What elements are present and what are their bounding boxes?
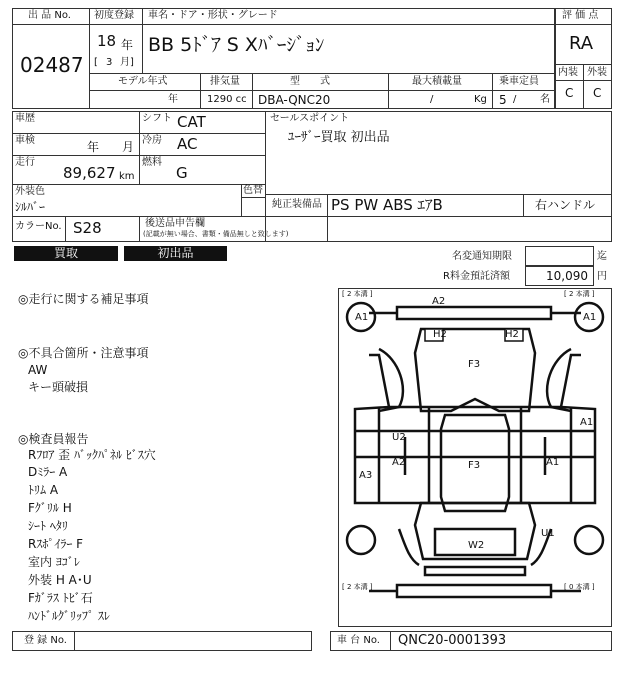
fuel-value: G: [176, 164, 188, 182]
inspector-item: Rﾌﾛｱ 歪 ﾊﾞｯｸﾊﾟﾈﾙ ﾋﾞｽ穴: [28, 448, 156, 462]
score-label: 評 価 点: [562, 10, 599, 21]
interior-label: 内装: [558, 67, 578, 78]
ac-label: 冷房: [142, 135, 162, 146]
car-outline: [339, 289, 611, 626]
max-load-unit: Kg: [474, 94, 487, 105]
recycle-label: R料金預託済額: [443, 271, 510, 282]
inspector-item: Dﾐﾗｰ A: [28, 465, 68, 479]
exterior-color-label: 外装色: [15, 186, 45, 197]
defect-item: AW: [28, 363, 48, 377]
month-bracket: [: [94, 57, 98, 68]
inspector-item: 外装 H A･U: [28, 573, 92, 587]
recycle-unit: 円: [597, 271, 607, 282]
model-year-label: モデル年式: [118, 76, 168, 87]
inspection-label: 車検: [15, 135, 35, 146]
inspector-title: ◎検査員報告: [18, 432, 89, 446]
documents-note: (記載が無い場合、書類・備品無しと致します): [143, 230, 289, 238]
capacity-value: 5: [499, 93, 507, 107]
repaint-label: 色替: [243, 185, 263, 196]
mark-rear-glass: W2: [468, 540, 485, 551]
mark-left-door-front: U2: [392, 432, 406, 443]
mileage-value: 89,627: [63, 164, 116, 182]
interior-grade: C: [565, 86, 574, 100]
mark-hood: F3: [468, 359, 481, 370]
first-reg-month-unit: 月]: [120, 57, 134, 68]
shift-value: CAT: [177, 113, 206, 131]
max-load-label: 最大積載量: [412, 76, 462, 87]
defects-title: ◎不具合箇所・注意事項: [18, 346, 149, 360]
displacement-label: 排気量: [210, 76, 240, 87]
color-no-label: カラーNo.: [15, 221, 62, 232]
first-reg-year: 18: [97, 32, 117, 50]
first-reg-label: 初度登録: [94, 10, 134, 21]
notice-unit: 迄: [597, 251, 607, 262]
car-name-label: 車名・ドア・形状・グレード: [148, 10, 278, 21]
lot-label: 出 品 No.: [28, 10, 71, 21]
sales-point-label: セールスポイント: [270, 113, 350, 124]
tire-depth-front-left: [ 2 本溝 ]: [342, 290, 373, 298]
tire-depth-front-right: [ 2 本溝 ]: [564, 290, 595, 298]
tire-depth-rear-right: [ 0 本溝 ]: [564, 583, 595, 591]
mark-roof: F3: [468, 460, 481, 471]
capacity-unit: 名: [540, 94, 550, 105]
inspection-year-unit: 年: [87, 140, 100, 154]
damage-diagram: [338, 288, 612, 627]
mark-headlight-right: H2: [505, 329, 519, 340]
ac-value: AC: [177, 135, 198, 153]
mark-headlight-left: H2: [433, 329, 447, 340]
notice-label: 名変通知期限: [452, 251, 512, 262]
fuel-label: 燃料: [142, 157, 162, 168]
shift-label: シフト: [142, 113, 172, 124]
driving-notes-title: ◎走行に関する補足事項: [18, 292, 149, 306]
exterior-color-value: ｼﾙﾊﾞｰ: [15, 200, 46, 214]
tag-buy: 買取: [14, 246, 118, 261]
capacity-label: 乗車定員: [499, 76, 539, 87]
inspector-item: 室内 ﾖｺﾞﾚ: [28, 555, 80, 569]
notice-box: [525, 246, 594, 266]
mark-rear-right: U1: [541, 528, 555, 539]
score-value: RA: [569, 33, 594, 54]
tire-depth-rear-left: [ 2 本溝 ]: [342, 583, 373, 591]
first-reg-year-unit: 年: [121, 38, 134, 52]
documents-label: 後送品申告欄: [145, 218, 205, 229]
sales-point-text: ﾕｰｻﾞｰ買取 初出品: [288, 130, 390, 145]
chassis-label: 車 台 No.: [337, 635, 380, 646]
mark-front-right-wheel: A1: [583, 312, 597, 323]
inspector-item: ﾄﾘﾑ A: [28, 483, 59, 497]
mark-left-quarter: A3: [359, 470, 373, 481]
displacement-value: 1290 cc: [207, 94, 247, 105]
tag-first-listing: 初出品: [124, 246, 227, 261]
mark-front-bumper: A2: [432, 296, 446, 307]
mark-right-fender: A1: [546, 457, 560, 468]
chassis-number: QNC20-0001393: [398, 633, 507, 648]
registration-label: 登 録 No.: [24, 635, 67, 646]
first-reg-month: 3: [106, 57, 113, 68]
inspector-item: Fｶﾞﾗｽ ﾄﾋﾞ石: [28, 591, 93, 605]
mark-front-left-wheel: A1: [355, 312, 369, 323]
steering-value: 右ハンドル: [535, 198, 596, 212]
equipment-value: PS PW ABS ｴｱB: [331, 196, 443, 214]
inspector-item: ｼｰﾄ ﾍﾀﾘ: [28, 519, 68, 533]
mark-right-door: A1: [580, 417, 594, 428]
mileage-unit: km: [119, 171, 135, 182]
equipment-label: 純正装備品: [272, 199, 322, 210]
max-load-separator: /: [430, 94, 434, 105]
capacity-separator: /: [513, 94, 517, 105]
inspector-item: Fｸﾞﾘﾙ H: [28, 501, 72, 515]
history-label: 車歴: [15, 113, 35, 124]
color-no-value: S28: [73, 219, 102, 237]
mark-left-door-rear: A2: [392, 457, 406, 468]
defect-item: キー頭破損: [28, 380, 89, 394]
lot-number: 02487: [20, 53, 84, 77]
model-year-unit: 年: [168, 94, 178, 105]
car-name: BB 5ﾄﾞｱ S Xﾊﾞｰｼﾞｮﾝ: [148, 34, 325, 56]
inspector-item: Rｽﾎﾟｲﾗｰ F: [28, 537, 84, 551]
recycle-amount: 10,090: [546, 269, 588, 283]
exterior-label: 外装: [587, 67, 607, 78]
type-code: DBA-QNC20: [258, 93, 331, 107]
exterior-grade: C: [593, 86, 602, 100]
type-label: 型 式: [290, 76, 330, 87]
inspection-month-unit: 月: [122, 140, 135, 154]
mileage-label: 走行: [15, 157, 35, 168]
inspector-item: ﾊﾝﾄﾞﾙｸﾞﾘｯﾌﾟ ｽﾚ: [28, 609, 110, 623]
